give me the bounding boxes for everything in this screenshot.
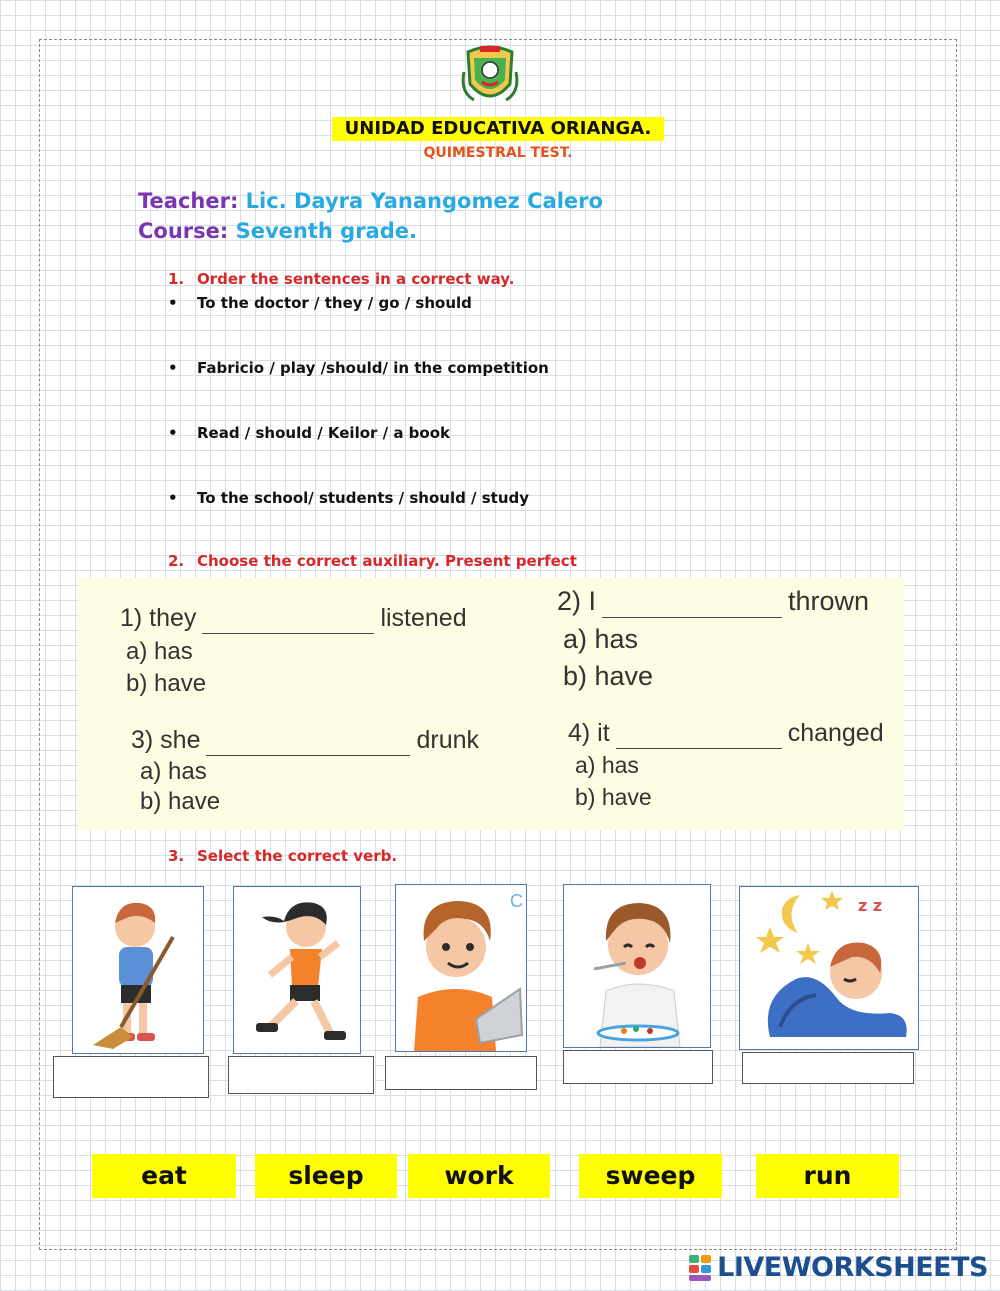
answer-box-2[interactable]: [228, 1056, 374, 1094]
question-4-prefix: 4) it: [568, 719, 610, 747]
course-label: Course:: [138, 219, 229, 243]
question-3-option-a[interactable]: a) has: [140, 758, 207, 785]
sentence-1: To the doctor / they / go / should: [197, 294, 472, 312]
answer-box-1[interactable]: [53, 1056, 209, 1098]
picture-sleeping: [739, 886, 919, 1050]
list-item: • Fabricio / play /should/ in the competition: [168, 359, 549, 377]
question-1-option-a[interactable]: a) has: [126, 638, 193, 665]
question-4-blank[interactable]: [616, 719, 782, 749]
teacher-line: [138, 189, 603, 213]
question-4: [568, 719, 884, 749]
list-item: • To the school/ students / should / study: [168, 489, 530, 507]
word-work[interactable]: work: [408, 1154, 550, 1198]
school-crest-icon: [460, 42, 520, 110]
question-2: [557, 586, 869, 618]
question-3-option-b[interactable]: b) have: [140, 788, 221, 815]
question-2-option-a[interactable]: a) has: [563, 624, 639, 654]
course-line: [138, 219, 417, 243]
picture-running: [233, 886, 361, 1054]
sentence-4: To the school/ students / should / study: [197, 489, 530, 507]
list-item: • Read / should / Keilor / a book: [168, 424, 451, 442]
word-sweep[interactable]: sweep: [579, 1154, 722, 1198]
sentence-3: Read / should / Keilor / a book: [197, 424, 451, 442]
question-1-option-b[interactable]: b) have: [126, 670, 207, 697]
working-child-icon: [396, 885, 526, 1051]
question-4-option-b[interactable]: b) have: [575, 784, 652, 810]
question-3-prefix: 3) she: [131, 726, 201, 754]
section3-heading: [168, 847, 397, 865]
sweeping-child-icon: [73, 887, 203, 1053]
question-1: [120, 604, 467, 634]
liveworksheets-logo: [688, 1252, 988, 1284]
picture-sweeping: [72, 886, 204, 1054]
section3-number: 3.: [168, 847, 185, 865]
test-title: QUIMESTRAL TEST.: [423, 145, 573, 161]
sleeping-child-icon: [740, 887, 918, 1049]
word-sleep[interactable]: sleep: [255, 1154, 397, 1198]
question-1-blank[interactable]: [202, 604, 374, 634]
section2-heading: [168, 552, 577, 570]
section3-heading-text: Select the correct verb.: [197, 847, 398, 865]
section2-heading-text: Choose the correct auxiliary. Present perfect: [197, 552, 577, 570]
answer-box-4[interactable]: [563, 1050, 713, 1084]
question-2-option-b[interactable]: b) have: [563, 661, 654, 691]
list-item: • To the doctor / they / go / should: [168, 294, 472, 312]
section2-number: 2.: [168, 552, 185, 570]
teacher-label: Teacher:: [138, 189, 239, 213]
question-4-suffix: changed: [787, 719, 884, 747]
question-4-option-a[interactable]: a) has: [575, 752, 639, 778]
question-2-prefix: 2) I: [557, 586, 597, 616]
school-name: UNIDAD EDUCATIVA ORIANGA.: [332, 117, 664, 141]
teacher-name: Lic. Dayra Yanangomez Calero: [245, 189, 603, 213]
question-3: [131, 726, 479, 756]
question-1-prefix: 1) they: [120, 604, 197, 632]
question-3-blank[interactable]: [206, 726, 410, 756]
picture-eating: [563, 884, 711, 1048]
answer-box-3[interactable]: [385, 1056, 537, 1090]
section1-number: 1.: [168, 270, 185, 288]
question-2-suffix: thrown: [788, 586, 870, 616]
word-run[interactable]: run: [756, 1154, 899, 1198]
sentence-2: Fabricio / play /should/ in the competition: [197, 359, 549, 377]
question-3-suffix: drunk: [416, 726, 480, 754]
svg-text:z z: z z: [858, 896, 883, 915]
picture-working: [395, 884, 527, 1052]
answer-box-5[interactable]: [742, 1052, 914, 1084]
brand-name: LIVEWORKSHEETS: [717, 1252, 988, 1283]
eating-child-icon: [564, 885, 710, 1047]
question-2-blank[interactable]: [602, 586, 782, 618]
word-eat[interactable]: eat: [92, 1154, 236, 1198]
question-1-suffix: listened: [380, 604, 467, 632]
section1-heading-text: Order the sentences in a correct way.: [197, 270, 515, 288]
running-child-icon: [234, 887, 360, 1053]
course-name: Seventh grade.: [235, 219, 417, 243]
svg-text:C: C: [510, 891, 523, 911]
section1-heading: [168, 270, 514, 288]
liveworksheets-icon: [688, 1253, 712, 1283]
